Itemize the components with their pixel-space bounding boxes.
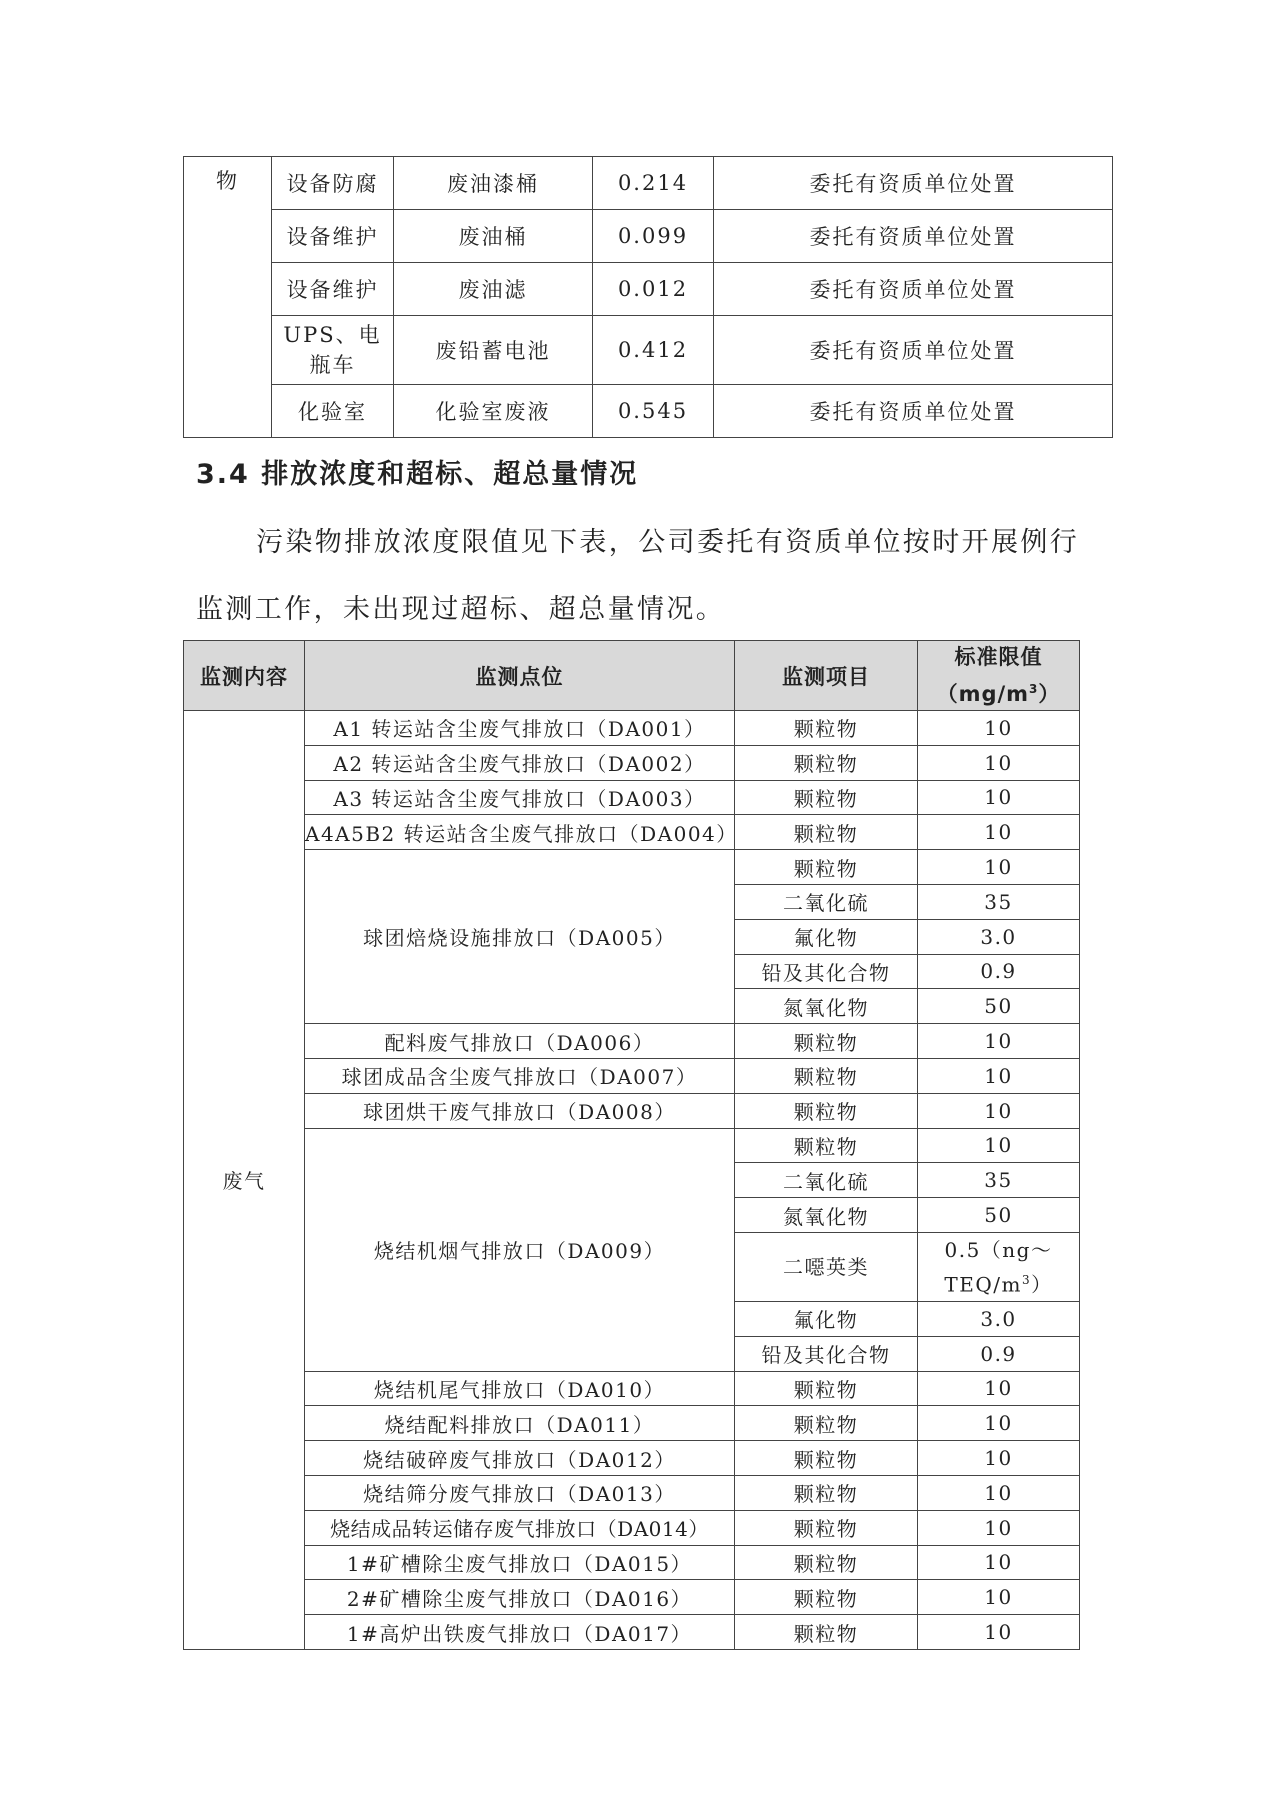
limit-cell: 10 — [918, 850, 1080, 885]
limit-cell: 35 — [918, 1163, 1080, 1198]
disposal-cell: 委托有资质单位处置 — [714, 263, 1113, 316]
item-cell: 颗粒物 — [735, 1475, 918, 1510]
item-cell: 颗粒物 — [735, 1441, 918, 1476]
item-cell: 颗粒物 — [735, 850, 918, 885]
item-cell: 颗粒物 — [735, 1024, 918, 1059]
dioxin-close: ） — [1031, 1272, 1053, 1297]
table-row — [184, 210, 1113, 263]
item-cell: 铅及其化合物 — [735, 1336, 918, 1371]
header-limit — [918, 641, 1080, 711]
point-cell: 烧结机烟气排放口（DA009） — [305, 1128, 735, 1371]
item-cell: 二氧化硫 — [735, 1163, 918, 1198]
disposal-cell: 委托有资质单位处置 — [714, 316, 1113, 385]
table-row — [184, 850, 1080, 885]
point-cell: 烧结配料排放口（DA011） — [305, 1406, 735, 1441]
item-cell: 颗粒物 — [735, 1615, 918, 1650]
table-row — [184, 711, 1080, 746]
item-cell: 颗粒物 — [735, 1093, 918, 1128]
category-cell: 物 — [184, 157, 272, 438]
header-point: 监测点位 — [305, 641, 735, 711]
limit-cell: 35 — [918, 884, 1080, 919]
item-cell: 氟化物 — [735, 1301, 918, 1336]
table-row — [184, 263, 1113, 316]
limit-cell: 10 — [918, 1510, 1080, 1545]
point-cell: A4A5B2 转运站含尘废气排放口（DA004） — [305, 815, 735, 850]
table-row — [184, 1406, 1080, 1441]
limit-cell: 10 — [918, 815, 1080, 850]
point-cell: 球团烘干废气排放口（DA008） — [305, 1093, 735, 1128]
name-cell: 废铅蓄电池 — [394, 316, 593, 385]
table-row — [184, 745, 1080, 780]
limit-cell: 50 — [918, 1198, 1080, 1233]
limit-cell: 10 — [918, 1093, 1080, 1128]
item-cell: 颗粒物 — [735, 815, 918, 850]
header-content: 监测内容 — [184, 641, 305, 711]
point-cell: 1#高炉出铁废气排放口（DA017） — [305, 1615, 735, 1650]
limit-cell: 10 — [918, 1058, 1080, 1093]
source-cell: UPS、电瓶车 — [272, 316, 394, 385]
item-cell: 颗粒物 — [735, 1510, 918, 1545]
limit-cell: 10 — [918, 1580, 1080, 1615]
table-row — [184, 385, 1113, 438]
amount-cell: 0.545 — [593, 385, 714, 438]
limit-cell — [918, 1232, 1080, 1301]
table-row — [184, 1058, 1080, 1093]
item-cell: 颗粒物 — [735, 1580, 918, 1615]
limit-cell: 10 — [918, 1371, 1080, 1406]
name-cell: 废油桶 — [394, 210, 593, 263]
limit-cell: 0.9 — [918, 1336, 1080, 1371]
solid-waste-table — [183, 156, 1113, 438]
dioxin-limit-line1: 0.5（ng～ — [944, 1237, 1053, 1262]
item-cell: 氟化物 — [735, 919, 918, 954]
point-cell: 烧结筛分废气排放口（DA013） — [305, 1475, 735, 1510]
table-row — [184, 780, 1080, 815]
item-cell: 颗粒物 — [735, 1371, 918, 1406]
limit-cell: 10 — [918, 1615, 1080, 1650]
section-heading: 3.4 排放浓度和超标、超总量情况 — [196, 459, 639, 490]
name-cell: 废油漆桶 — [394, 157, 593, 210]
amount-cell: 0.214 — [593, 157, 714, 210]
header-limit-label: 标准限值 — [954, 645, 1043, 669]
item-cell: 颗粒物 — [735, 780, 918, 815]
limit-cell: 10 — [918, 1024, 1080, 1059]
table-row — [184, 1615, 1080, 1650]
disposal-cell: 委托有资质单位处置 — [714, 385, 1113, 438]
limit-cell: 10 — [918, 1441, 1080, 1476]
dioxin-superscript: 3 — [1021, 1272, 1032, 1287]
item-cell: 颗粒物 — [735, 1406, 918, 1441]
table-row — [184, 1510, 1080, 1545]
limit-cell: 10 — [918, 1406, 1080, 1441]
limit-cell: 10 — [918, 711, 1080, 746]
item-cell: 颗粒物 — [735, 711, 918, 746]
item-cell: 颗粒物 — [735, 1128, 918, 1163]
paragraph-line-1: 污染物排放浓度限值见下表，公司委托有资质单位按时开展例行 — [256, 527, 1080, 558]
disposal-cell: 委托有资质单位处置 — [714, 157, 1113, 210]
limit-cell: 50 — [918, 989, 1080, 1024]
point-cell: 烧结破碎废气排放口（DA012） — [305, 1441, 735, 1476]
limit-cell: 10 — [918, 1545, 1080, 1580]
table-row — [184, 1128, 1080, 1163]
point-cell: 球团焙烧设施排放口（DA005） — [305, 850, 735, 1024]
item-cell: 颗粒物 — [735, 1058, 918, 1093]
point-cell: 球团成品含尘废气排放口（DA007） — [305, 1058, 735, 1093]
table-row — [184, 316, 1113, 385]
name-cell: 废油滤 — [394, 263, 593, 316]
amount-cell: 0.412 — [593, 316, 714, 385]
amount-cell: 0.099 — [593, 210, 714, 263]
limit-cell: 10 — [918, 1128, 1080, 1163]
table-row — [184, 157, 1113, 210]
disposal-cell: 委托有资质单位处置 — [714, 210, 1113, 263]
item-cell: 铅及其化合物 — [735, 954, 918, 989]
table-row — [184, 1093, 1080, 1128]
point-cell: 烧结成品转运储存废气排放口（DA014） — [305, 1510, 735, 1545]
header-limit-unit — [937, 682, 1061, 706]
limit-cell: 10 — [918, 780, 1080, 815]
dioxin-limit-line2: TEQ/m — [944, 1272, 1022, 1297]
point-cell: 烧结机尾气排放口（DA010） — [305, 1371, 735, 1406]
paragraph-line-2: 监测工作，未出现过超标、超总量情况。 — [196, 594, 726, 625]
item-cell: 颗粒物 — [735, 745, 918, 780]
emission-limits-table — [183, 640, 1080, 1650]
point-cell: 配料废气排放口（DA006） — [305, 1024, 735, 1059]
point-cell: A2 转运站含尘废气排放口（DA002） — [305, 745, 735, 780]
unit-close: ） — [1038, 682, 1061, 706]
amount-cell: 0.012 — [593, 263, 714, 316]
limit-cell: 10 — [918, 745, 1080, 780]
limit-cell: 0.9 — [918, 954, 1080, 989]
item-cell: 二噁英类 — [735, 1232, 918, 1301]
limit-cell: 10 — [918, 1475, 1080, 1510]
item-cell: 氮氧化物 — [735, 989, 918, 1024]
point-cell: A1 转运站含尘废气排放口（DA001） — [305, 711, 735, 746]
source-cell: 化验室 — [272, 385, 394, 438]
source-cell: 设备防腐 — [272, 157, 394, 210]
table-row — [184, 1475, 1080, 1510]
table-row — [184, 1441, 1080, 1476]
source-cell: 设备维护 — [272, 210, 394, 263]
point-cell: 2#矿槽除尘废气排放口（DA016） — [305, 1580, 735, 1615]
name-cell: 化验室废液 — [394, 385, 593, 438]
limit-cell: 3.0 — [918, 919, 1080, 954]
point-cell: 1#矿槽除尘废气排放口（DA015） — [305, 1545, 735, 1580]
table-row — [184, 815, 1080, 850]
item-cell: 颗粒物 — [735, 1545, 918, 1580]
table-row — [184, 1580, 1080, 1615]
point-cell: A3 转运站含尘废气排放口（DA003） — [305, 780, 735, 815]
table-row — [184, 1371, 1080, 1406]
table-row — [184, 1545, 1080, 1580]
source-cell: 设备维护 — [272, 263, 394, 316]
header-item: 监测项目 — [735, 641, 918, 711]
unit-text: （mg/m — [936, 682, 1030, 706]
table-header-row — [184, 641, 1080, 711]
limit-cell: 3.0 — [918, 1301, 1080, 1336]
category-cell: 废气 — [184, 711, 305, 1650]
table-row — [184, 1024, 1080, 1059]
item-cell: 氮氧化物 — [735, 1198, 918, 1233]
unit-superscript: 3 — [1029, 682, 1039, 696]
item-cell: 二氧化硫 — [735, 884, 918, 919]
